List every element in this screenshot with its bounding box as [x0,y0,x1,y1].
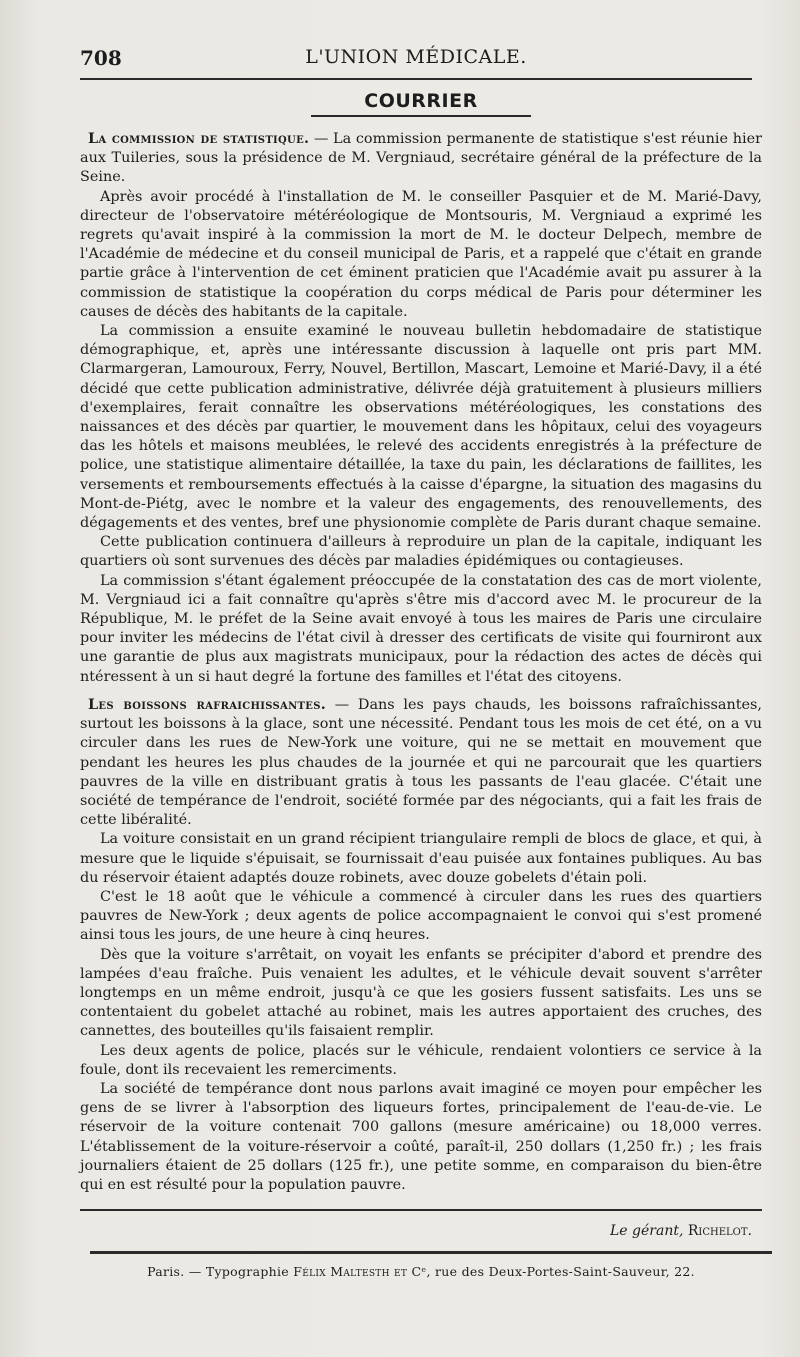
article-1-paragraph: La commission de statistique. — La commission permanente de statistique s'est réunie hier aux Tuileries, sous la présidence de M. Vergniaud, secrétaire général de la préfecture de la Seine. [80,130,762,186]
article-2-paragraph: Les boissons rafraichissantes. — Dans les pays chauds, les boissons rafraîchissantes, surtout les boissons à la glace, sont une nécessité. Pendant tous les mois de cet été, on a vu circuler dans les rues de New-York une voiture, qui ne se mettait en mouvement que pendant les heures les plus chaudes de la journée et qui ne parcourait que les quartiers pauvres de la ville en distribuant gratis à tous les passants de l'eau glacée. C'était une société de tempérance de l'endroit, société formée par des négociants, qui a fait les frais de cette libéralité. [80,695,762,829]
article-1-paragraph: La commission s'étant également préoccupée de la constatation des cas de mort violente, M. Vergniaud ici a fait connaître qu'après s'être mis d'accord avec M. le procureur de la République, M. le préfet de la Seine avait envoyé à tous les maires de Paris une circulaire pour inviter les médecins de l'état civil à dresser des certificats de visite qui fourniront aux une garantie de plus aux magistrats municipaux, pour la rédaction des actes de décès qui ntéressent à un si haut degré la fortune des familles et l'état des citoyens. [80,572,762,685]
article-2-paragraph: Les deux agents de police, placés sur le véhicule, rendaient volontiers ce service à la foule, dont ils recevaient les remerciments. [80,1042,762,1078]
article-2-heading: Les boissons rafraichissantes. [88,695,327,713]
article-2-paragraph: La société de tempérance dont nous parlons avait imaginé ce moyen pour empêcher les gens de se livrer à l'absorption des liqueurs fortes, principalement de l'eau-de-vie. Le réservoir de la voiture contenait 700 gallons (mesure américaine) ou 18,000 verres. L'établissement de la voiture-réservoir a coûté, paraît-il, 250 dollars (1,250 fr.) ; les frais journaliers étaient de 25 dollars (125 fr.), une petite somme, en comparaison du bien-être qui en est résulté pour la population pauvre. [80,1080,762,1193]
journal-title: L'UNION MÉDICALE. [305,46,527,68]
imprint-printer: Félix Maltesth et Cᵉ, [293,1264,431,1280]
imprint-address: rue des Deux-Portes-Saint-Sauveur, 22. [435,1264,695,1280]
end-rule [80,1209,762,1211]
article-1-heading: La commission de statistique. [88,130,310,147]
running-head [80,38,752,80]
article-1-paragraph: La commission a ensuite examiné le nouveau bulletin hebdomadaire de statistique démographique, et, après une intéressante discussion à laquelle ont pris part MM. Clarmargeran, Lamouroux, Ferry, Nouvel, Bertillon, Mascart, Lemoine et Marié-Davy, il a été décidé que cette publication administrative, délivrée déjà gratuitement à plusieurs milliers d'exemplaires, ferait connaître les observations météréologiques, les constations des naissances et des décès par quartier, le mouvement dans les hôpitaux, celui des voyageurs das les hôtels et maisons meublées, le relevé des accidents enregistrés à la préfecture de police, une statistique alimentaire détaillée, la taxe du pain, les déclarations de faillites, les versements et remboursements effectués à la caisse d'épargne, la situation des magasins du Mont-de-Piétg, avec le nombre et la valeur des engagements, des renouvellements, des dégagements et des ventes, bref une physionomie complète de Paris durant chaque semaine. [80,323,762,532]
signature-role: Le gérant, [610,1223,684,1240]
bottom-rule [90,1251,772,1254]
signature [80,1223,762,1239]
article-2-paragraph: La voiture consistait en un grand récipient triangulaire rempli de blocs de glace, et qui, à mesure que le liquide s'épuisait, se fournissait d'eau puisée aux fontaines publiques. Au bas du réservoir étaient adaptés douze robinets, avec douze gobelets d'étain poli. [80,831,762,886]
article-2-paragraph: Dès que la voiture s'arrêtait, on voyait les enfants se précipiter d'abord et prendre des lampées d'eau fraîche. Puis venaient les adultes, et le véhicule devait souvent s'arrêter longtemps en un même endroit, jusqu'à ce que les gosiers fussent satisfaits. Les uns se contentaient du gobelet attaché au robinet, mais les autres apportaient des cruches, des cannettes, des bouteilles qu'ils faisaient remplir. [80,946,762,1040]
imprint [80,1264,762,1279]
signature-name: Richelot. [687,1223,752,1240]
imprint-prefix: Paris. — Typographie [147,1264,289,1280]
section-title: COURRIER [311,90,531,117]
article-body [80,129,762,1195]
page-number: 708 [80,46,122,70]
article-1-paragraph: Cette publication continuera d'ailleurs à reproduire un plan de la capitale, indiquant les quartiers où sont survenues des décès par maladies épidémiques ou contagieuses. [80,534,762,570]
article-1-paragraph: Après avoir procédé à l'installation de M. le conseiller Pasquier et de M. Marié-Davy, directeur de l'observatoire météréologique de Montsouris, M. Vergniaud a exprimé les regrets qu'avait inspiré à la commission la mort de M. le docteur Delpech, membre de l'Académie de médecine et du conseil municipal de Paris, et a rappelé que c'était en grande partie grâce à l'intervention de cet éminent praticien que l'Académie avait pu assurer à la commission de statistique la coopération du corps médical de Paris pour déterminer les causes de décès des habitants de la capitale. [80,188,762,320]
article-2-paragraph: C'est le 18 août que le véhicule a commencé à circuler dans les rues des quartiers pauvres de New-York ; deux agents de police accompagnaient le convoi qui s'est promené ainsi tous les jours, de une heure à cinq heures. [80,888,762,944]
